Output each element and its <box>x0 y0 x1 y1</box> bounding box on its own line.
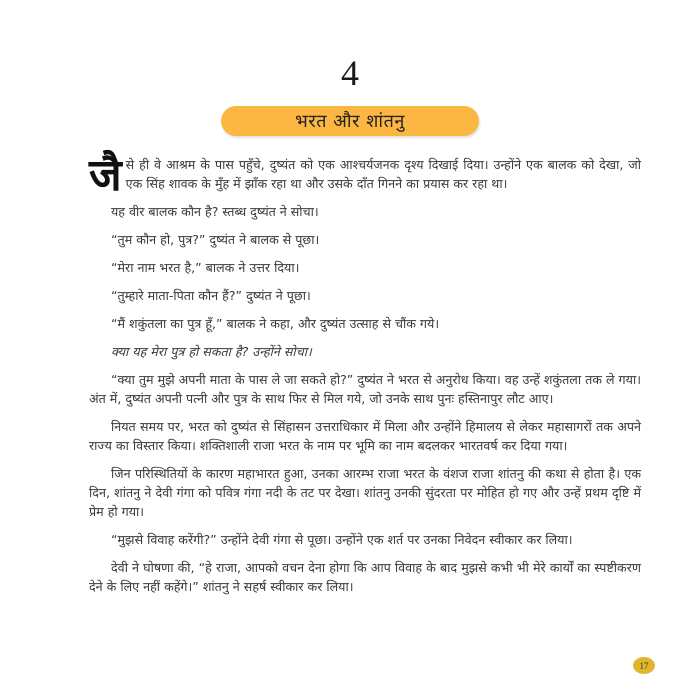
paragraph-1 <box>89 150 641 201</box>
paragraph-text: से ही वे आश्रम के पास पहुँचे, दुष्यंत को एक आश्चर्यजनक दृश्य दिखाई दिया। उन्होंने एक बालक को देखा, जो एक सिंह शावक के मुँह में झाँक रहा था और उसके दाँत गिनने का प्रयास कर रहा था। <box>125 157 641 191</box>
drop-cap: जै <box>89 150 122 201</box>
paragraph-4: “मेरा नाम भरत है,” बालक ने उत्तर दिया। <box>111 260 300 275</box>
paragraph-11: “मुझसे विवाह करेंगी?” उन्होंने देवी गंगा से पूछा। उन्होंने एक शर्त पर उनका निवेदन स्वीकार कर लिया। <box>111 532 573 547</box>
paragraph-7: क्या यह मेरा पुत्र हो सकता है? उन्होंने सोचा। <box>111 344 312 359</box>
paragraph-8: “क्या तुम मुझे अपनी माता के पास ले जा सकते हो?” दुष्यंत ने भरत से अनुरोध किया। वह उन्हें शकुंतला तक ले गया। अंत में, दुष्यंत अपनी पत्नी और पुत्र के साथ फिर से मिल गये, जो उनके साथ पुनः हस्तिनापुर लौट आए। <box>89 372 641 406</box>
page-number: 17 <box>639 660 649 671</box>
story-body <box>89 150 641 605</box>
paragraph-3: “तुम कौन हो, पुत्र?” दुष्यंत ने बालक से पूछा। <box>111 232 320 247</box>
page-number-badge <box>633 657 655 674</box>
chapter-title-banner <box>221 106 479 136</box>
paragraph-9: नियत समय पर, भरत को दुष्यंत से सिंहासन उत्तराधिकार में मिला और उन्होंने हिमालय से लेकर महासागरों तक अपने राज्य का विस्तार किया। शक्तिशाली राजा भरत के नाम पर भूमि का नाम बदलकर भारतवर्ष कर दिया गया। <box>89 419 641 453</box>
chapter-number: 4 <box>341 53 359 93</box>
chapter-title: भरत और शांतनु <box>295 111 405 132</box>
paragraph-2: यह वीर बालक कौन है? स्तब्ध दुष्यंत ने सोचा। <box>111 204 319 219</box>
paragraph-12: देवी ने घोषणा की, “हे राजा, आपको वचन देना होगा कि आप विवाह के बाद मुझसे कभी भी मेरे कार्यों का स्पष्टीकरण देने के लिए नहीं कहेंगे।” शांतनु ने सहर्ष स्वीकार कर लिया। <box>89 560 641 594</box>
paragraph-10: जिन परिस्थितियों के कारण महाभारत हुआ, उनका आरम्भ राजा भरत के वंशज राजा शांतनु की कथा से होता है। एक दिन, शांतनु ने देवी गंगा को पवित्र गंगा नदी के तट पर देखा। शांतनु उनकी सुंदरता पर मोहित हो गए और उन्हें प्रथम दृष्टि में प्रेम हो गया। <box>89 466 641 519</box>
paragraph-6: “मैं शकुंतला का पुत्र हूँ,” बालक ने कहा, और दुष्यंत उत्साह से चौंक गये। <box>111 316 440 331</box>
paragraph-5: “तुम्हारे माता-पिता कौन हैं?” दुष्यंत ने पूछा। <box>111 288 311 303</box>
